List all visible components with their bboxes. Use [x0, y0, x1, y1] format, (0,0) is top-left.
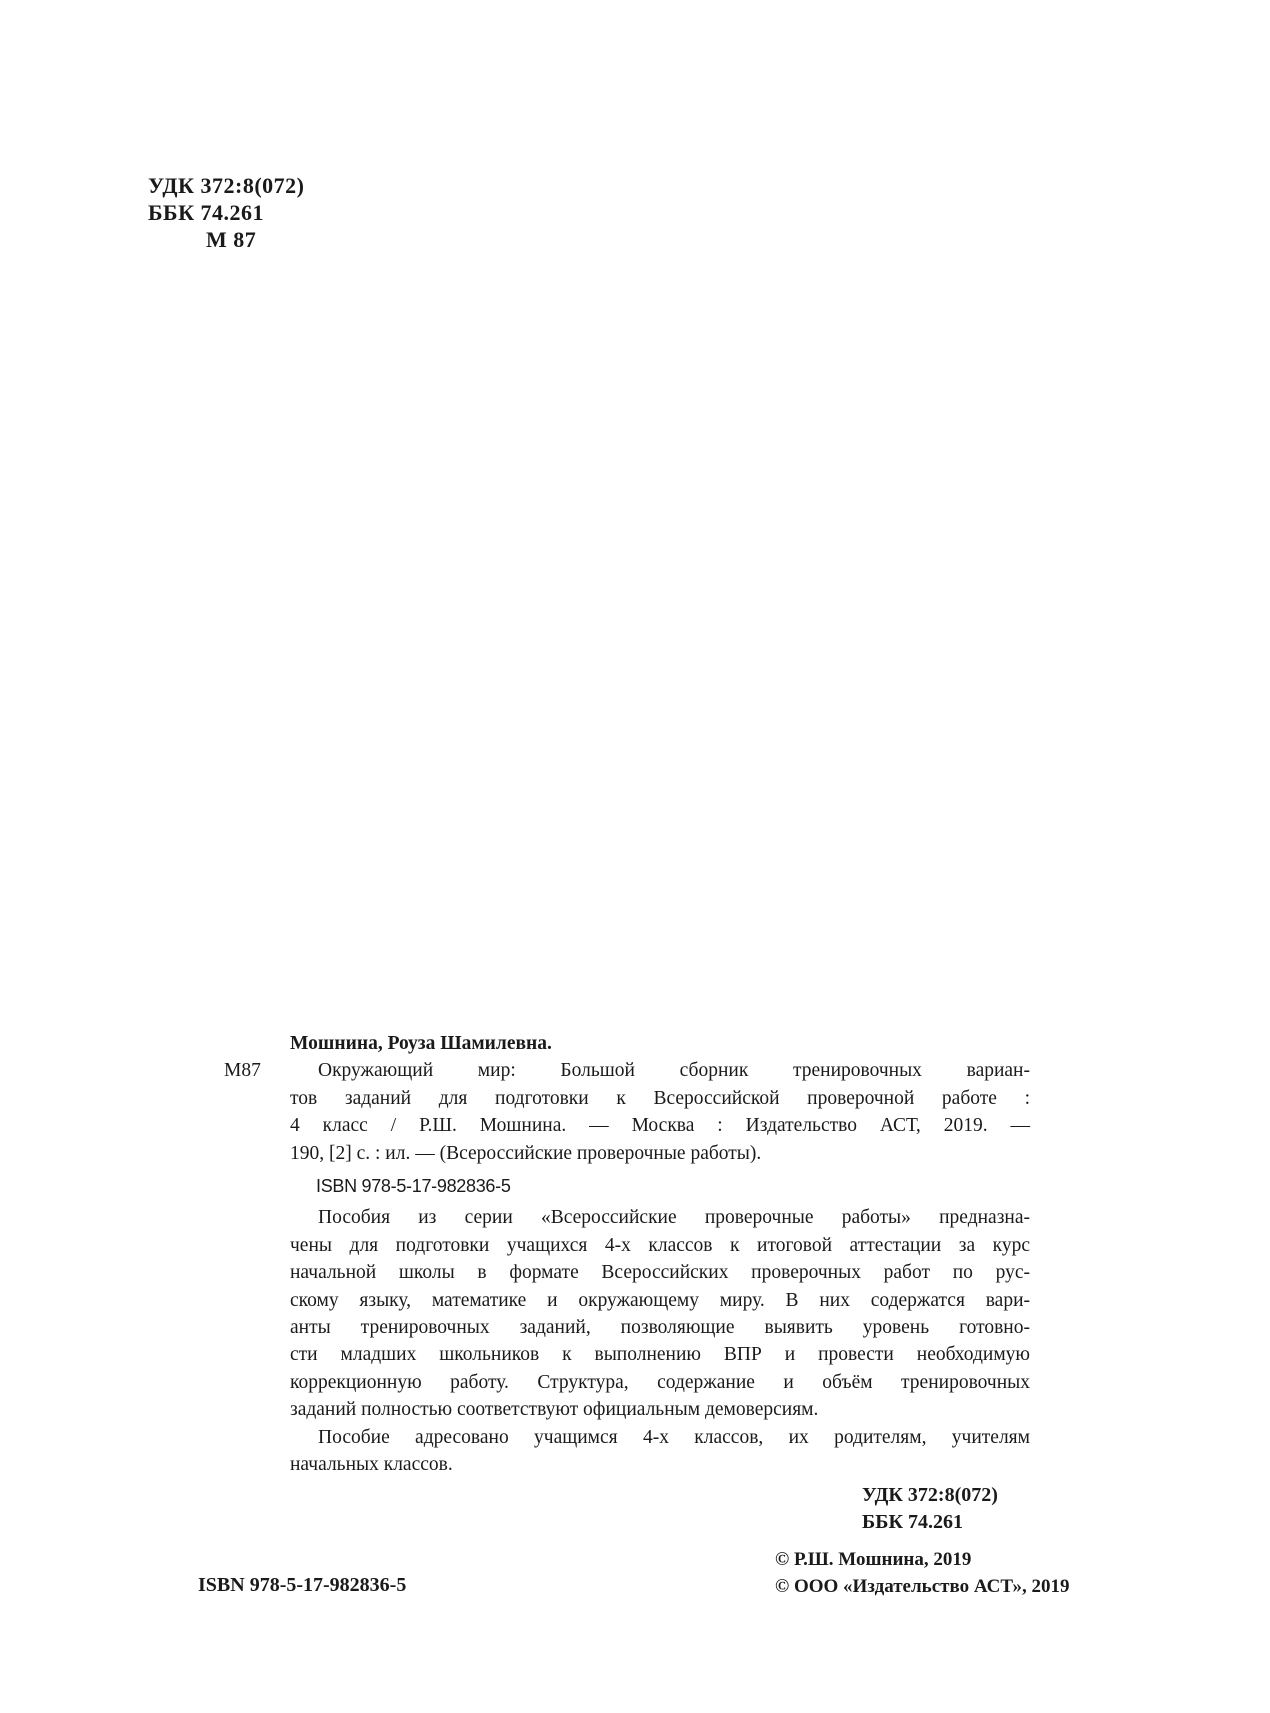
bbk-code: ББК 74.261 [148, 200, 265, 225]
bib-line: 4 класс / Р.Ш. Мошнина. — Москва : Издательство АСТ, 2019. — [290, 1115, 1030, 1137]
card-udk: УДК 372:8(072) [862, 1484, 998, 1506]
top-classification-codes [148, 172, 305, 253]
card-bbk: ББК 74.261 [862, 1511, 963, 1533]
isbn-bottom: ISBN 978-5-17-982836-5 [198, 1574, 407, 1596]
annotation-line: сти младших школьников к выполнению ВПР и провести необходимую [290, 1344, 1030, 1366]
udk-code: УДК 372:8(072) [148, 173, 305, 198]
catalog-card [290, 1030, 1030, 1479]
annotation-line: скому языку, математике и окружающему миру. В них содержатся вари- [290, 1289, 1030, 1311]
annotation-line: начальной школы в формате Всероссийских проверочных работ по рус- [290, 1262, 1030, 1284]
author-mark: М 87 [206, 227, 257, 252]
annotation-line: коррекционную работу. Структура, содержание и объём тренировочных [290, 1371, 1030, 1393]
shelf-mark: М87 [224, 1060, 261, 1081]
annotation-line: Пособия из серии «Всероссийские проверочные работы» предназна- [318, 1207, 1030, 1229]
copyright-author: © Р.Ш. Мошнина, 2019 [775, 1549, 972, 1570]
annotation-line: чены для подготовки учащихся 4-х классов к итоговой аттестации за курс [290, 1234, 1030, 1256]
bib-line: 190, [2] с. : ил. — (Всероссийские проверочные работы). [290, 1142, 762, 1164]
card-classification-codes [862, 1482, 998, 1536]
copyright-block [775, 1546, 1070, 1600]
bibliographic-description [290, 1057, 1030, 1167]
bib-line: тов заданий для подготовки к Всероссийской проверочной работе : [290, 1087, 1030, 1109]
annotation [290, 1204, 1030, 1478]
card-isbn: ISBN 978-5-17-982836-5 [316, 1176, 511, 1197]
annotation-line: заданий полностью соответствуют официальным демоверсиям. [290, 1399, 819, 1421]
audience-line: Пособие адресовано учащимся 4-х классов, их родителям, учителям [318, 1426, 1030, 1448]
copyright-publisher: © ООО «Издательство АСТ», 2019 [775, 1576, 1070, 1597]
bib-line: Окружающий мир: Большой сборник тренировочных вариан- [318, 1060, 1030, 1082]
annotation-line: анты тренировочных заданий, позволяющие выявить уровень готовно- [290, 1317, 1030, 1339]
card-author: Мошнина, Роуза Шамилевна. [290, 1033, 552, 1054]
audience-line: начальных классов. [290, 1454, 453, 1476]
